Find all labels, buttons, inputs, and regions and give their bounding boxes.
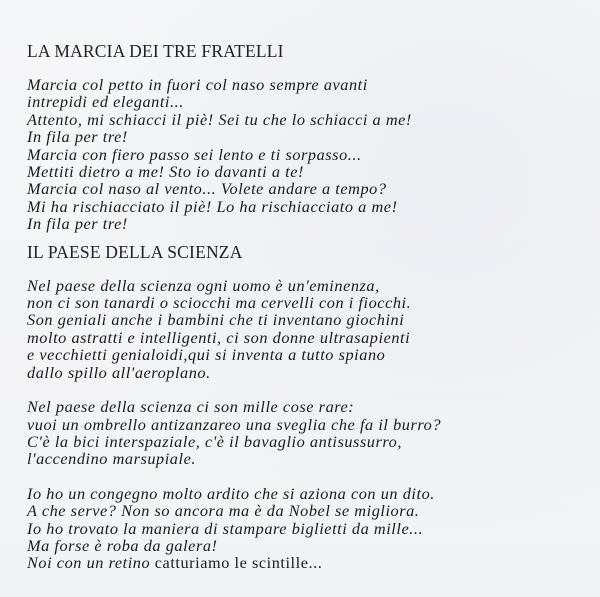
lyric-line: e vecchietti genialoidi,qui si inventa a tutto spiano bbox=[27, 345, 386, 365]
lyric-line: Nel paese della scienza ogni uomo è un'eminenza, bbox=[27, 275, 380, 295]
lyric-line: Io ho trovato la maniera di stampare biglietti da mille... bbox=[27, 518, 424, 538]
lyric-line: Attento, mi schiacci il piè! Sei tu che lo schiacci a me! bbox=[27, 109, 412, 129]
lyric-line: Mi ha rischiacciato il piè! Lo ha rischiacciato a me! bbox=[27, 196, 398, 216]
lyric-line: In fila per tre! bbox=[27, 127, 128, 147]
lyric-line: molto astratti e intelligenti, ci son donne ultrasapienti bbox=[27, 327, 411, 347]
lyric-line: Son geniali anche i bambini che ti inventano giochini bbox=[27, 310, 405, 330]
lyric-line: Marcia col petto in fuori col naso sempre avanti bbox=[27, 75, 368, 94]
lyric-line-mixed bbox=[27, 554, 527, 571]
lyric-line: Ma forse è roba da galera! bbox=[27, 535, 218, 555]
song-title: LA MARCIA DEI TRE FRATELLI bbox=[27, 41, 284, 61]
stanza bbox=[27, 398, 527, 468]
lyric-line: Nel paese della scienza ci son mille cose rare: bbox=[27, 397, 355, 417]
lyric-line: A che serve? Non so ancora ma è da Nobel se migliora. bbox=[27, 501, 420, 521]
lyric-roman-part: catturiamo le scintille... bbox=[154, 553, 323, 573]
lyrics-content bbox=[27, 40, 527, 572]
song-title: IL PAESE DELLA SCIENZA bbox=[27, 241, 243, 262]
lyric-line: C'è la bici interspaziale, c'è il bavaglio antisussurro, bbox=[27, 431, 402, 451]
lyric-line: non ci son tanardi o sciocchi ma cervelli con i fiocchi. bbox=[27, 293, 412, 313]
lyric-line: Marcia col naso al vento... Volete andare a tempo? bbox=[27, 179, 387, 199]
stanza bbox=[27, 277, 527, 381]
lyric-italic-part: Noi con un retino bbox=[27, 553, 155, 573]
lyric-line: In fila per tre! bbox=[27, 214, 128, 234]
lyric-line: intrepidi ed eleganti... bbox=[27, 92, 184, 112]
lyric-line: Mettiti dietro a me! Sto io davanti a te! bbox=[27, 162, 304, 182]
stanza bbox=[27, 485, 527, 572]
lyric-line: Io ho un congegno molto ardito che si aziona con un dito. bbox=[27, 483, 435, 503]
lyric-line: l'accendino marsupiale. bbox=[27, 449, 196, 469]
lyric-line: dallo spillo all'aeroplano. bbox=[27, 362, 211, 382]
stanza bbox=[27, 76, 527, 233]
lyric-line: Marcia con fiero passo sei lento e ti sorpasso... bbox=[27, 144, 362, 164]
lyric-line: vuoi un ombrello antizanzareo una sveglia che fa il burro? bbox=[27, 414, 442, 434]
